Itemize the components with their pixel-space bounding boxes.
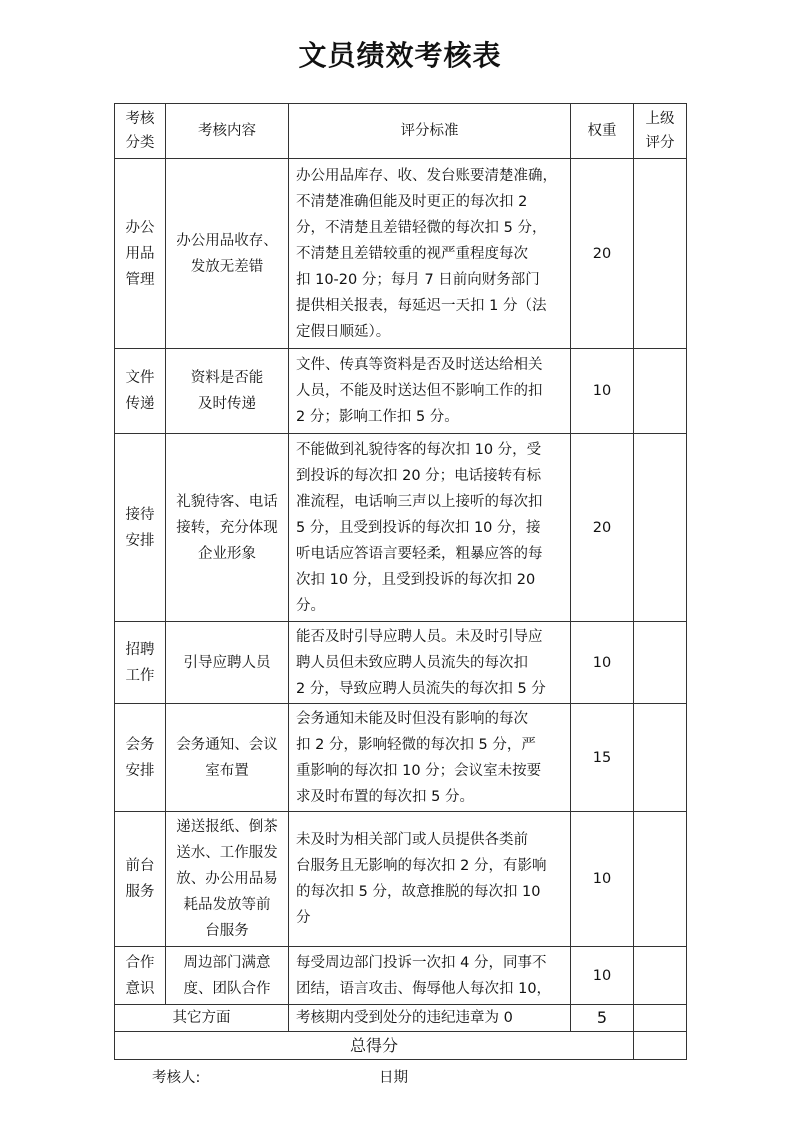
row-content: 引导应聘人员 [166,622,289,704]
row-weight: 20 [571,434,634,622]
row-weight: 10 [571,812,634,947]
row-criteria: 会务通知未能及时但没有影响的每次 扣 2 分，影响轻微的每次扣 5 分，严 重影响的每次扣 10 分；会议室未按要 求及时布置的每次扣 5 分。 [289,704,571,812]
row-score-cell[interactable] [634,349,687,434]
row-category: 办公 用品 管理 [115,159,166,349]
assessor-label: 考核人: [152,1070,201,1086]
header-weight: 权重 [571,104,634,159]
header-criteria: 评分标准 [289,104,571,159]
row-category: 会务 安排 [115,704,166,812]
row-criteria: 每受周边部门投诉一次扣 4 分，同事不 团结，语言攻击、侮辱他人每次扣 10， [289,947,571,1005]
other-score-cell[interactable] [634,1005,687,1032]
row-score-cell[interactable] [634,812,687,947]
row-score-cell[interactable] [634,622,687,704]
row-criteria: 不能做到礼貌待客的每次扣 10 分，受 到投诉的每次扣 20 分；电话接转有标 准流程，电话响三声以上接听的每次扣 5 分，且受到投诉的每次扣 10 分，接 听电话应答语言要轻柔，粗暴应答的每 次扣 10 分，且受到投诉的每次扣 20 分。 [289,434,571,622]
other-criteria: 考核期内受到处分的违纪违章为 0 [289,1005,571,1032]
row-criteria: 办公用品库存、收、发台账要清楚准确， 不清楚准确但能及时更正的每次扣 2 分，不清楚且差错轻微的每次扣 5 分， 不清楚且差错较重的视严重程度每次 扣 10-20 分；每月 7 日前向财务部门 提供相关报表，每延迟一天扣 1 分（法 定假日顺延）。 [289,159,571,349]
row-score-cell[interactable] [634,434,687,622]
row-content: 办公用品收存、 发放无差错 [166,159,289,349]
row-criteria: 文件、传真等资料是否及时送达给相关 人员，不能及时送达但不影响工作的扣 2 分；影响工作扣 5 分。 [289,349,571,434]
row-weight: 15 [571,704,634,812]
total-label: 总得分 [115,1032,634,1060]
other-weight: 5 [571,1005,634,1032]
row-content: 礼貌待客、电话 接转，充分体现 企业形象 [166,434,289,622]
row-category: 前台 服务 [115,812,166,947]
table-row [115,704,687,812]
row-criteria: 未及时为相关部门或人员提供各类前 台服务且无影响的每次扣 2 分，有影响 的每次扣 5 分，故意推脱的每次扣 10 分 [289,812,571,947]
header-content: 考核内容 [166,104,289,159]
evaluation-table [114,103,687,1060]
table-row [115,434,687,622]
row-content: 周边部门满意 度、团队合作 [166,947,289,1005]
row-score-cell[interactable] [634,947,687,1005]
date-label: 日期 [379,1070,408,1086]
table-row [115,349,687,434]
row-weight: 20 [571,159,634,349]
header-category: 考核 分类 [115,104,166,159]
row-category: 招聘 工作 [115,622,166,704]
row-category: 合作 意识 [115,947,166,1005]
other-label: 其它方面 [115,1005,289,1032]
row-weight: 10 [571,349,634,434]
header-row [115,104,687,159]
row-category: 接待 安排 [115,434,166,622]
total-score-cell[interactable] [634,1032,687,1060]
total-row [115,1032,687,1060]
row-content: 会务通知、会议 室布置 [166,704,289,812]
row-category: 文件 传递 [115,349,166,434]
row-criteria: 能否及时引导应聘人员。未及时引导应 聘人员但未致应聘人员流失的每次扣 2 分，导致应聘人员流失的每次扣 5 分 [289,622,571,704]
table-row [115,947,687,1005]
row-weight: 10 [571,622,634,704]
row-score-cell[interactable] [634,159,687,349]
table-row [115,812,687,947]
row-content: 资料是否能 及时传递 [166,349,289,434]
table-row [115,159,687,349]
row-score-cell[interactable] [634,704,687,812]
header-score: 上级 评分 [634,104,687,159]
page-title: 文员绩效考核表 [298,39,502,72]
row-content: 递送报纸、倒茶 送水、工作服发 放、办公用品易 耗品发放等前 台服务 [166,812,289,947]
table-row [115,622,687,704]
other-row [115,1005,687,1032]
row-weight: 10 [571,947,634,1005]
